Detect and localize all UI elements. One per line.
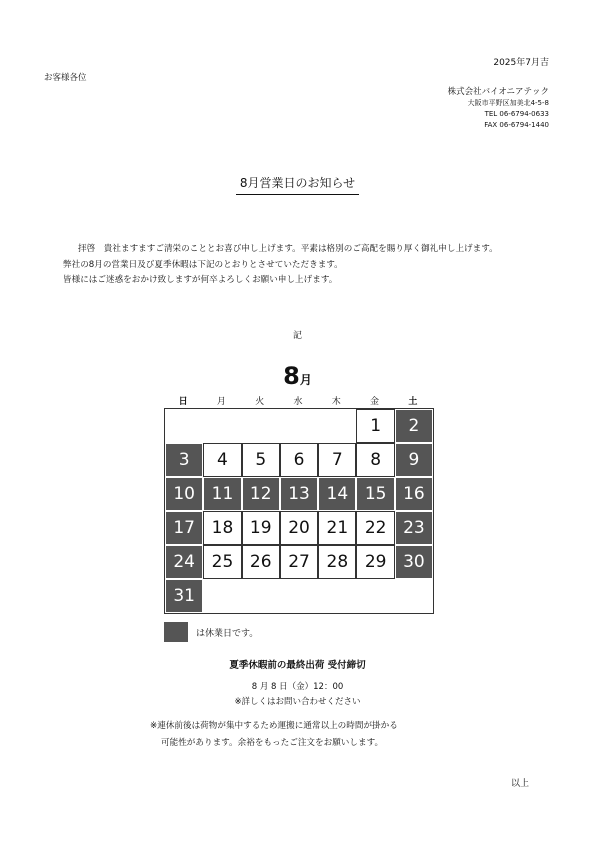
- month-unit: 月: [299, 373, 312, 387]
- weekday-label: 金: [370, 397, 380, 407]
- company-address: 大阪市平野区加美北4-5-8: [467, 99, 549, 107]
- weekday-label: 水: [293, 397, 303, 407]
- body-line-3: 皆様にはご迷惑をおかけ致しますが何卒よろしくお願い申し上げます。: [63, 275, 338, 285]
- company-block: [448, 87, 549, 131]
- calendar-day-empty: [203, 579, 241, 613]
- calendar-day-workday: 22: [356, 511, 394, 545]
- calendar-day-empty: [242, 579, 280, 613]
- legend: [164, 622, 258, 642]
- calendar-day-workday: 19: [242, 511, 280, 545]
- calendar-day-holiday: 10: [165, 477, 203, 511]
- calendar-day-holiday: 2: [395, 409, 433, 443]
- issue-date: 2025年7月吉: [493, 58, 549, 68]
- body-line-2: 弊社の8月の営業日及び夏季休暇は下記のとおりとさせていただきます。: [63, 259, 343, 270]
- calendar-day-holiday: 14: [318, 477, 356, 511]
- company-name: 株式会社バイオニアテック: [447, 87, 549, 97]
- company-tel: TEL 06-6794-0633: [484, 110, 549, 118]
- month-number: 8: [283, 362, 300, 390]
- calendar-day-workday: 25: [203, 545, 241, 579]
- calendar-day-workday: 26: [242, 545, 280, 579]
- weekday-label: 月: [216, 397, 226, 407]
- calendar-day-empty: [356, 579, 394, 613]
- weekday-label: 日: [178, 397, 188, 407]
- calendar-day-holiday: 12: [242, 477, 280, 511]
- calendar-day-workday: 5: [242, 443, 280, 477]
- notice-line-2: 可能性があります。余裕をもったご注文をお願いします。: [161, 738, 384, 748]
- weekday-label: 火: [255, 397, 265, 407]
- legend-swatch: [164, 622, 188, 642]
- legend-text: は休業日です。: [196, 628, 259, 639]
- calendar-day-workday: 8: [356, 443, 394, 477]
- calendar-day-holiday: 24: [165, 545, 203, 579]
- calendar-day-workday: 29: [356, 545, 394, 579]
- notice: [150, 718, 398, 752]
- calendar-day-holiday: 31: [165, 579, 203, 613]
- deadline-datetime: 8 月 8 日（金）12：00: [251, 682, 344, 692]
- calendar-month-heading: [0, 362, 595, 390]
- calendar-day-holiday: 13: [280, 477, 318, 511]
- weekday-label: 土: [408, 397, 418, 407]
- calendar-day-holiday: 30: [395, 545, 433, 579]
- calendar-day-empty: [318, 409, 356, 443]
- document-title: 8月営業日のお知らせ: [236, 176, 359, 195]
- company-fax: FAX 06-6794-1440: [484, 121, 549, 129]
- body-text: [63, 242, 498, 289]
- calendar-grid: [164, 408, 434, 614]
- closing: 以上: [510, 779, 529, 789]
- calendar: [164, 395, 432, 614]
- calendar-day-holiday: 23: [395, 511, 433, 545]
- calendar-day-workday: 27: [280, 545, 318, 579]
- calendar-day-holiday: 16: [395, 477, 433, 511]
- calendar-day-empty: [395, 579, 433, 613]
- calendar-day-workday: 4: [203, 443, 241, 477]
- ki-mark: 記: [292, 331, 302, 341]
- calendar-day-workday: 1: [356, 409, 394, 443]
- calendar-day-holiday: 3: [165, 443, 203, 477]
- calendar-day-empty: [280, 579, 318, 613]
- calendar-day-holiday: 9: [395, 443, 433, 477]
- notice-line-1: ※連休前後は荷物が集中するため運搬に通常以上の時間が掛かる: [150, 721, 398, 731]
- calendar-day-holiday: 15: [356, 477, 394, 511]
- body-line-1: 拝啓 貴社ますますご清栄のこととお喜び申し上げます。平素は格別のご高配を賜り厚く御礼申し上げます。: [78, 244, 498, 254]
- calendar-day-workday: 21: [318, 511, 356, 545]
- calendar-day-holiday: 17: [165, 511, 203, 545]
- calendar-day-empty: [318, 579, 356, 613]
- calendar-day-workday: 28: [318, 545, 356, 579]
- calendar-day-empty: [203, 409, 241, 443]
- deadline-block: [0, 680, 595, 710]
- calendar-day-workday: 18: [203, 511, 241, 545]
- weekday-header: [164, 395, 432, 409]
- calendar-day-workday: 20: [280, 511, 318, 545]
- calendar-day-workday: 6: [280, 443, 318, 477]
- deadline-detail: ※詳しくはお問い合わせください: [234, 697, 361, 707]
- weekday-label: 木: [331, 397, 341, 407]
- calendar-day-holiday: 11: [203, 477, 241, 511]
- calendar-day-workday: 7: [318, 443, 356, 477]
- recipient: お客様各位: [44, 73, 87, 83]
- calendar-day-empty: [280, 409, 318, 443]
- calendar-day-empty: [165, 409, 203, 443]
- deadline-title: 夏季休暇前の最終出荷 受付締切: [229, 660, 366, 671]
- calendar-day-empty: [242, 409, 280, 443]
- document-title-wrap: [0, 174, 595, 191]
